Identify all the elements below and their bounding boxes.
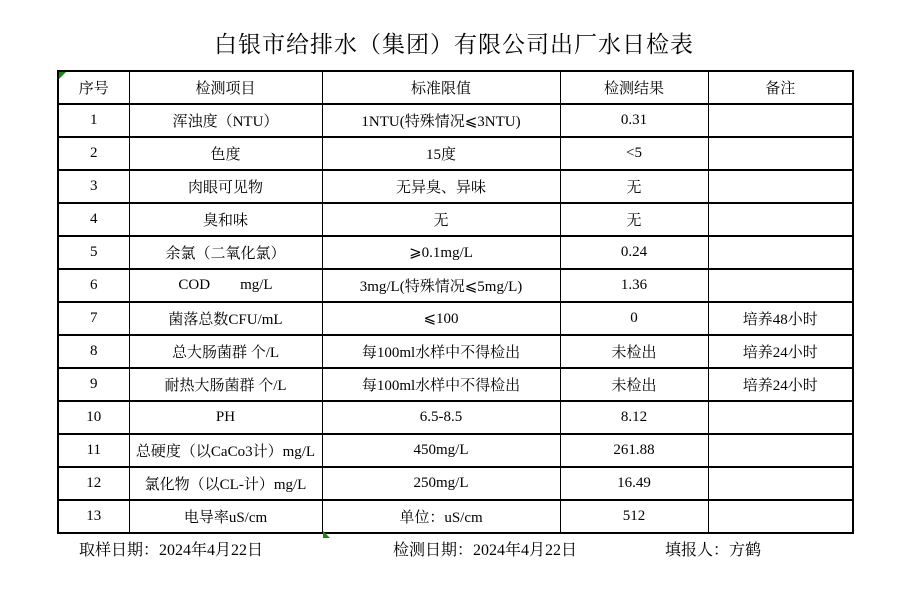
cell-item: 氯化物（以CL-计）mg/L — [129, 467, 322, 500]
cell-result: 0.31 — [560, 104, 708, 137]
cell-item: COD mg/L — [129, 269, 322, 302]
cell-item: PH — [129, 401, 322, 434]
sample-date-label: 取样日期：2024年4月22日 — [79, 542, 264, 559]
cell-result: 无 — [560, 170, 708, 203]
cell-no: 5 — [58, 236, 129, 269]
cell-limit: ⩽100 — [322, 302, 560, 335]
cell-no: 12 — [58, 467, 129, 500]
cell-result: 未检出 — [560, 368, 708, 401]
cell-note: 培养48小时 — [708, 302, 853, 335]
cell-result: 无 — [560, 203, 708, 236]
cell-no: 4 — [58, 203, 129, 236]
table-row — [58, 137, 853, 170]
table-row — [58, 170, 853, 203]
table-row — [58, 269, 853, 302]
header-note: 备注 — [708, 71, 853, 104]
cell-result: 0.24 — [560, 236, 708, 269]
cell-no: 1 — [58, 104, 129, 137]
cell-item: 浑浊度（NTU） — [129, 104, 322, 137]
cell-no: 8 — [58, 335, 129, 368]
cell-item: 耐热大肠菌群 个/L — [129, 368, 322, 401]
page-title: 白银市给排水（集团）有限公司出厂水日检表 — [214, 32, 694, 57]
cell-no: 10 — [58, 401, 129, 434]
cell-note — [708, 236, 853, 269]
header-no: 序号 — [58, 71, 129, 104]
cell-note: 培养24小时 — [708, 368, 853, 401]
cell-item: 电导率uS/cm — [129, 500, 322, 533]
table-row — [58, 302, 853, 335]
cell-note — [708, 401, 853, 434]
cell-note — [708, 467, 853, 500]
cell-note — [708, 203, 853, 236]
table-row — [58, 236, 853, 269]
table-row — [58, 434, 853, 467]
reporter-label: 填报人：方鹤 — [665, 542, 762, 559]
cell-limit: 3mg/L(特殊情况⩽5mg/L) — [322, 269, 560, 302]
cell-note: 培养24小时 — [708, 335, 853, 368]
table-row — [58, 401, 853, 434]
table-row — [58, 104, 853, 137]
footer — [0, 537, 908, 559]
cell-no: 7 — [58, 302, 129, 335]
cell-result: 1.36 — [560, 269, 708, 302]
cell-no: 9 — [58, 368, 129, 401]
header-limit: 标准限值 — [322, 71, 560, 104]
cell-item: 余氯（二氧化氯） — [129, 236, 322, 269]
cell-item: 臭和味 — [129, 203, 322, 236]
cell-note — [708, 434, 853, 467]
table-row — [58, 203, 853, 236]
table-row — [58, 335, 853, 368]
cell-limit: 单位：uS/cm — [322, 500, 560, 533]
table-row — [58, 368, 853, 401]
test-date-label: 检测日期：2024年4月22日 — [393, 542, 578, 559]
cell-item: 总大肠菌群 个/L — [129, 335, 322, 368]
cell-no: 3 — [58, 170, 129, 203]
cell-limit: 无异臭、异味 — [322, 170, 560, 203]
cell-limit: 每100ml水样中不得检出 — [322, 368, 560, 401]
table-header-row — [58, 71, 853, 104]
cell-limit: 450mg/L — [322, 434, 560, 467]
cell-note — [708, 170, 853, 203]
cell-result: 512 — [560, 500, 708, 533]
cell-no: 2 — [58, 137, 129, 170]
cell-limit: 无 — [322, 203, 560, 236]
cell-item: 菌落总数CFU/mL — [129, 302, 322, 335]
table-row — [58, 467, 853, 500]
cell-limit: 6.5-8.5 — [322, 401, 560, 434]
cell-item: 肉眼可见物 — [129, 170, 322, 203]
header-result: 检测结果 — [560, 71, 708, 104]
cell-note — [708, 269, 853, 302]
cell-result: 未检出 — [560, 335, 708, 368]
cell-limit: ⩾0.1mg/L — [322, 236, 560, 269]
cell-result: 261.88 — [560, 434, 708, 467]
cell-note — [708, 500, 853, 533]
cell-result: 16.49 — [560, 467, 708, 500]
daily-inspection-table — [57, 70, 854, 534]
table-body — [58, 104, 853, 533]
cell-note — [708, 137, 853, 170]
cell-note — [708, 104, 853, 137]
cell-limit: 250mg/L — [322, 467, 560, 500]
cell-limit: 15度 — [322, 137, 560, 170]
cell-result: 8.12 — [560, 401, 708, 434]
cell-no: 6 — [58, 269, 129, 302]
cell-item: 色度 — [129, 137, 322, 170]
cell-limit: 1NTU(特殊情况⩽3NTU) — [322, 104, 560, 137]
header-item: 检测项目 — [129, 71, 322, 104]
cell-limit: 每100ml水样中不得检出 — [322, 335, 560, 368]
cell-result: 0 — [560, 302, 708, 335]
excel-corner-marker-icon — [59, 72, 66, 79]
cell-result: <5 — [560, 137, 708, 170]
cell-item: 总硬度（以CaCo3计）mg/L — [129, 434, 322, 467]
cell-no: 13 — [58, 500, 129, 533]
table-row — [58, 500, 853, 533]
cell-no: 11 — [58, 434, 129, 467]
